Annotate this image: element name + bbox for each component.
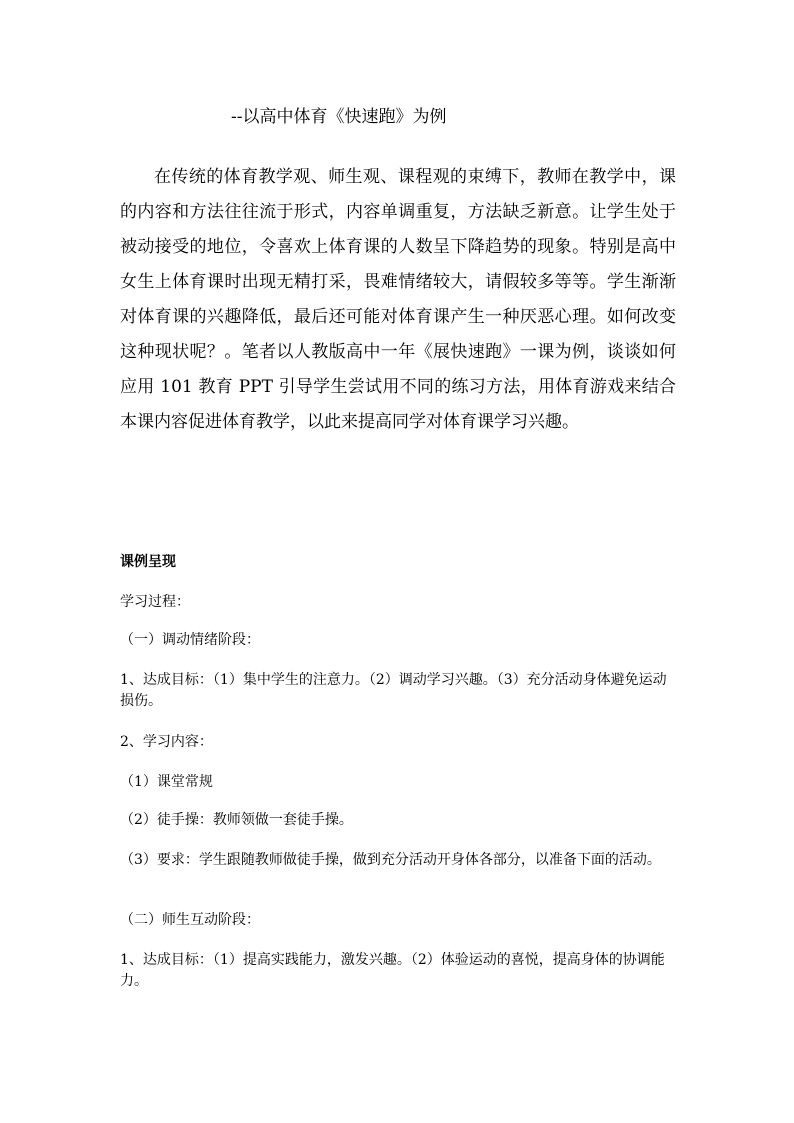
learning-process-label: 学习过程： (120, 594, 190, 610)
stage-one-item-2: （2）徒手操：教师领做一套徒手操。 (120, 812, 353, 828)
stage-one-goals: 1、达成目标：（1）集中学生的注意力。（2）调动学习兴趣。（3）充分活动身体避免运动损伤。 (120, 672, 667, 709)
stage-one-content-label: 2、学习内容： (120, 734, 213, 750)
stage-one-heading: （一）调动情绪阶段： (120, 632, 260, 648)
stage-one-item-3: （3）要求：学生跟随教师做徒手操，做到充分活动开身体各部分，以准备下面的活动。 (120, 852, 661, 868)
stage-two-heading: （二）师生互动阶段： (120, 912, 260, 928)
intro-paragraph-block (120, 160, 676, 440)
section-heading: 课例呈现 (120, 554, 176, 570)
intro-paragraph: 在传统的体育教学观、师生观、课程观的束缚下，教师在教学中，课的内容和方法往往流于形式，内容单调重复，方法缺乏新意。让学生处于被动接受的地位，令喜欢上体育课的人数呈下降趋势的现象。特别是高中女生上体育课时出现无精打采，畏难情绪较大，请假较多等等。学生渐渐对体育课的兴趣降低，最后还可能对体育课产生一种厌恶心理。如何改变这种现状呢？。笔者以人教版高中一年《展快速跑》一课为例，谈谈如何应用 101 教育 PPT 引导学生尝试用不同的练习方法，用体育游戏来结合本课内容促进体育教学，以此来提高同学对体育课学习兴趣。 (120, 167, 676, 432)
document-subtitle: --以高中体育《快速跑》为例 (231, 107, 447, 127)
stage-one-item-1: （1）课堂常规 (120, 774, 213, 790)
stage-two-goals: 1、达成目标：（1）提高实践能力，激发兴趣。（2）体验运动的喜悦，提高身体的协调能力。 (120, 952, 665, 989)
